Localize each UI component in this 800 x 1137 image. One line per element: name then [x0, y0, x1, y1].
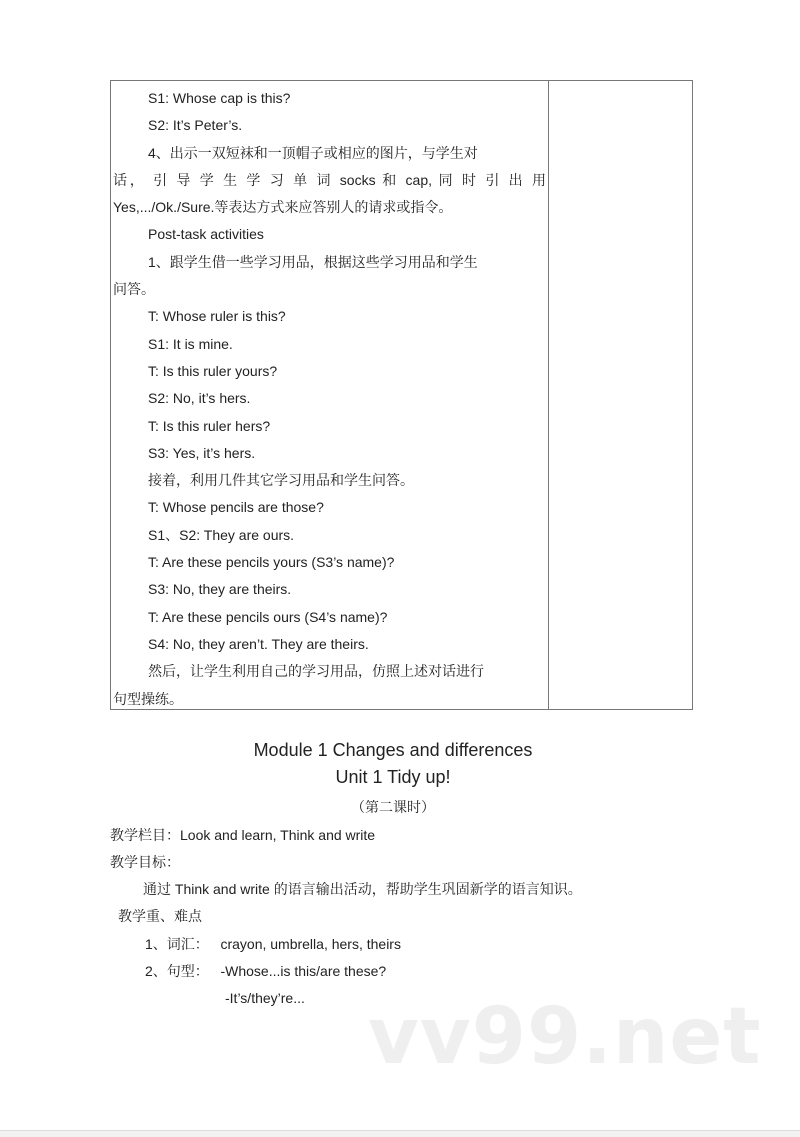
text-line: T: Are these pencils yours (S3’s name)? — [148, 554, 395, 571]
unit-title: Unit 1 Tidy up! — [335, 767, 451, 787]
key-points-label: 教学重、难点 — [118, 908, 202, 924]
text-line: T: Whose pencils are those? — [148, 499, 324, 516]
goal-label: 教学目标： — [110, 854, 180, 870]
text-line: T: Is this ruler yours? — [148, 362, 278, 379]
pattern-line: 2、句型： -Whose...is this/are these? — [145, 963, 387, 979]
goal-text: 通过 Think and write 的语言输出活动，帮助学生巩固新学的语言知识。 — [143, 881, 582, 897]
text-line: 句型操练。 — [113, 690, 183, 707]
text-line: 4、出示一双短袜和一顶帽子或相应的图片，与学生对 — [148, 144, 478, 161]
watermark: vv99.net — [368, 992, 762, 1082]
section-label: 教学栏目：Look and learn, Think and write — [110, 827, 376, 843]
lesson-table — [110, 80, 693, 710]
text-line: T: Is this ruler hers? — [148, 417, 271, 434]
text-line: S3: No, they are theirs. — [148, 581, 292, 598]
text-line: S2: No, it’s hers. — [148, 390, 251, 407]
text-line: 问答。 — [113, 281, 155, 298]
pattern-line-2: -It’s/they’re... — [225, 990, 305, 1006]
page-bottom-edge — [0, 1130, 800, 1137]
text-line: T: Whose ruler is this? — [148, 308, 286, 325]
text-line: S2: It’s Peter’s. — [148, 117, 243, 134]
text-line: S4: No, they aren’t. They are theirs. — [148, 635, 369, 652]
text-line: 接着，利用几件其它学习用品和学生问答。 — [148, 472, 414, 489]
vocabulary-line: 1、词汇： crayon, umbrella, hers, theirs — [145, 936, 401, 952]
text-line: S1、S2: They are ours. — [148, 526, 295, 543]
text-line: 话， 引 导 学 生 学 习 单 词 socks 和 cap, 同 时 引 出 用 — [113, 171, 546, 188]
text-line: 1、跟学生借一些学习用品，根据这些学习用品和学生 — [148, 253, 478, 270]
text-line: S3: Yes, it’s hers. — [148, 444, 256, 461]
lesson-steps-cell — [111, 85, 548, 713]
text-line: Post-task activities — [148, 226, 264, 243]
text-line: 然后，让学生利用自己的学习用品，仿照上述对话进行 — [148, 663, 484, 680]
text-line: S1: It is mine. — [148, 335, 233, 352]
text-line: S1: Whose cap is this? — [148, 90, 291, 106]
column-divider — [548, 81, 549, 709]
text-line: Yes,.../Ok./Sure.等表达方式来应答别人的请求或指令。 — [113, 199, 453, 216]
text-line: T: Are these pencils ours (S4’s name)? — [148, 608, 388, 625]
lesson-number: （第二课时） — [351, 799, 435, 815]
module-title: Module 1 Changes and differences — [253, 740, 533, 760]
